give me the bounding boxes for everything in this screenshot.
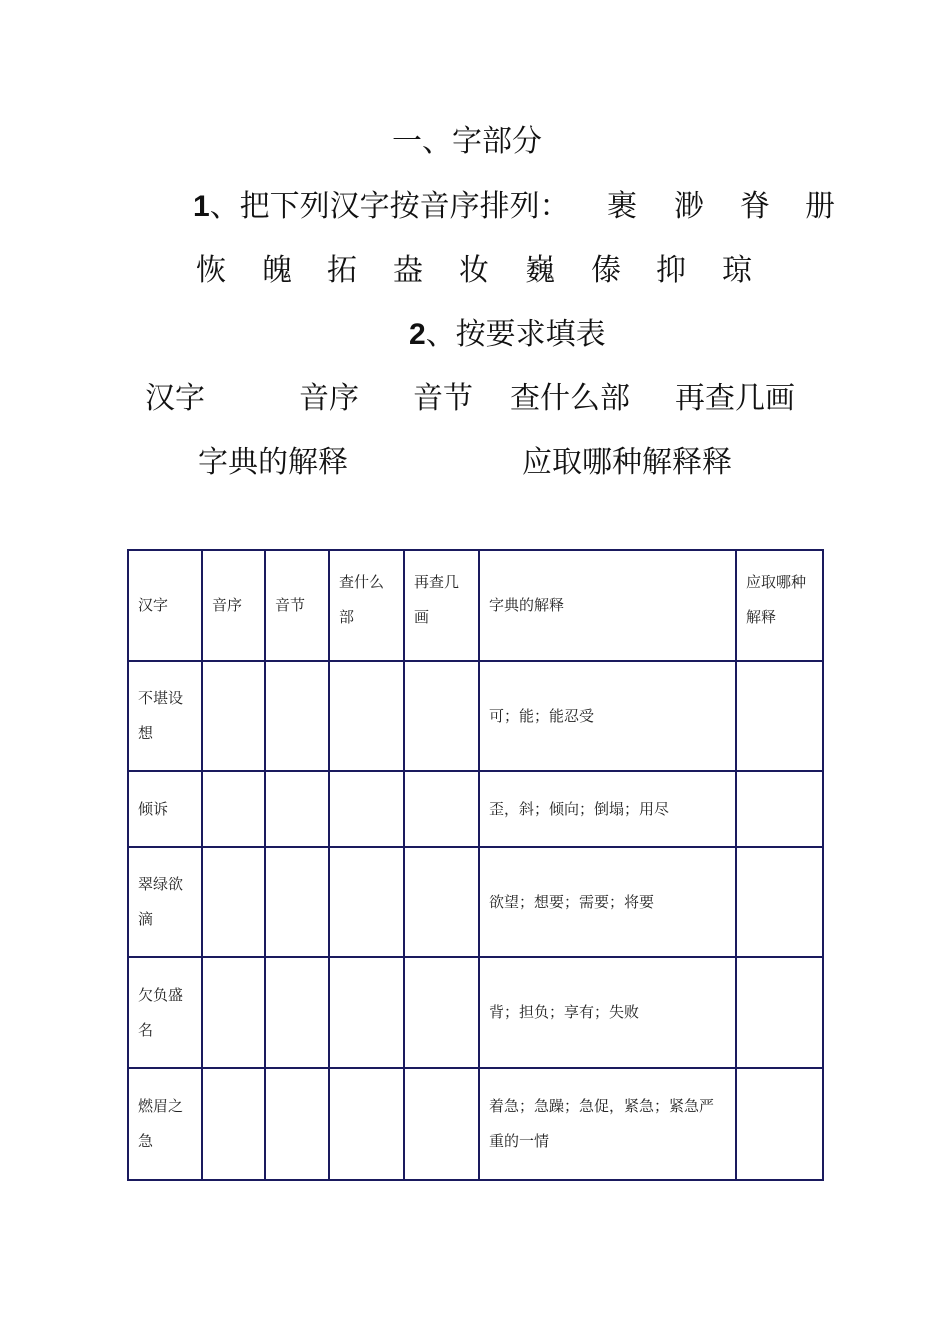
q1-char: 脊 (740, 189, 770, 224)
empty-cell[interactable] (265, 771, 329, 847)
empty-cell[interactable] (265, 847, 329, 957)
q1-char: 妆 (459, 253, 489, 288)
empty-cell[interactable] (404, 957, 479, 1068)
q1-char: 巍 (525, 253, 555, 288)
word-cell: 欠负盛名 (128, 957, 202, 1068)
meaning-cell: 着急；急躁；急促，紧急；紧急严重的一情 (479, 1068, 736, 1180)
table-row (128, 661, 823, 771)
q1-char: 恢 (196, 253, 226, 288)
empty-cell[interactable] (202, 847, 265, 957)
empty-cell[interactable] (404, 771, 479, 847)
table-row (128, 771, 823, 847)
meaning-cell: 背；担负；享有；失败 (479, 957, 736, 1068)
q1-char: 傣 (591, 253, 621, 288)
empty-cell[interactable] (736, 957, 823, 1068)
table-row (128, 1068, 823, 1180)
empty-cell[interactable] (404, 847, 479, 957)
q1-char: 渺 (674, 189, 704, 224)
table-row (128, 957, 823, 1068)
table-header-cell: 再查几画 (404, 550, 479, 661)
empty-cell[interactable] (202, 957, 265, 1068)
table-header-cell: 汉字 (128, 550, 202, 661)
empty-cell[interactable] (202, 1068, 265, 1180)
table-header-cell: 字典的解释 (479, 550, 736, 661)
empty-cell[interactable] (329, 1068, 404, 1180)
word-cell: 翠绿欲滴 (128, 847, 202, 957)
meaning-cell: 欲望；想要；需要；将要 (479, 847, 736, 957)
empty-cell[interactable] (736, 847, 823, 957)
q1-char: 魄 (262, 253, 292, 288)
question-2-number: 2 (409, 318, 426, 351)
q2-header-item: 应取哪种解释释 (522, 445, 732, 480)
table-header-cell: 音节 (265, 550, 329, 661)
table-row (128, 847, 823, 957)
empty-cell[interactable] (404, 661, 479, 771)
q1-char: 拓 (327, 253, 357, 288)
q1-char: 裹 (607, 189, 637, 224)
empty-cell[interactable] (329, 661, 404, 771)
empty-cell[interactable] (736, 771, 823, 847)
empty-cell[interactable] (202, 771, 265, 847)
empty-cell[interactable] (329, 847, 404, 957)
meaning-cell: 可；能；能忍受 (479, 661, 736, 771)
question-1-number: 1 (193, 190, 210, 223)
q1-char: 抑 (656, 253, 686, 288)
empty-cell[interactable] (265, 661, 329, 771)
meaning-cell: 歪，斜；倾向；倒塌；用尽 (479, 771, 736, 847)
q1-char: 盎 (393, 253, 423, 288)
section-title: 一、字部分 (392, 124, 542, 159)
empty-cell[interactable] (329, 957, 404, 1068)
empty-cell[interactable] (265, 1068, 329, 1180)
question-2 (409, 317, 606, 352)
question-2-text: 、按要求填表 (425, 317, 606, 352)
q1-char: 琼 (722, 253, 752, 288)
fill-in-table (127, 549, 824, 1181)
word-cell: 倾诉 (128, 771, 202, 847)
q2-header-item: 查什么部 (510, 381, 630, 416)
table-header-cell: 查什么部 (329, 550, 404, 661)
q2-header-item: 字典的解释 (198, 445, 348, 480)
word-cell: 不堪设想 (128, 661, 202, 771)
q2-header-item: 音序 (299, 381, 359, 416)
empty-cell[interactable] (202, 661, 265, 771)
empty-cell[interactable] (265, 957, 329, 1068)
word-cell: 燃眉之急 (128, 1068, 202, 1180)
q1-char: 册 (805, 189, 835, 224)
empty-cell[interactable] (736, 1068, 823, 1180)
question-1 (193, 189, 570, 224)
empty-cell[interactable] (329, 771, 404, 847)
table-header-row (128, 550, 823, 661)
q2-header-item: 音节 (413, 381, 473, 416)
table-header-cell: 音序 (202, 550, 265, 661)
q2-header-item: 汉字 (145, 381, 205, 416)
question-1-text: 、把下列汉字按音序排列： (209, 189, 570, 224)
q2-header-item: 再查几画 (675, 381, 795, 416)
table-header-cell: 应取哪种解释 (736, 550, 823, 661)
empty-cell[interactable] (736, 661, 823, 771)
empty-cell[interactable] (404, 1068, 479, 1180)
